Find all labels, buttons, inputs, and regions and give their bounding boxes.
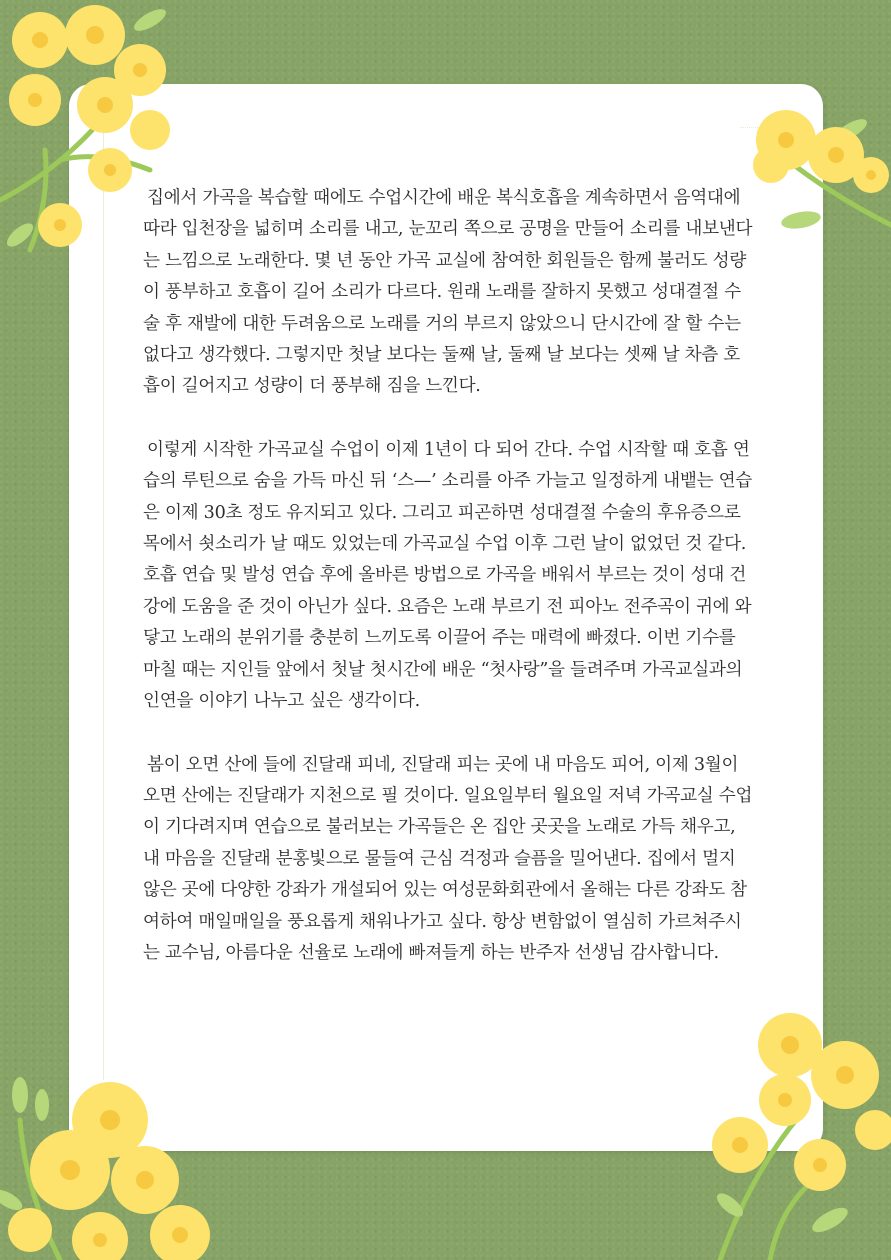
paragraph-1: 집에서 가곡을 복습할 때에도 수업시간에 배운 복식호흡을 계속하면서 음역대에 따라 입천장을 넓히며 소리를 내고, 눈꼬리 쪽으로 공명을 만들어 소리를 내보낸다는 느낌으로 노래한다. 몇 년 동안 가곡 교실에 참여한 회원들은 함께 불러도 성량이 풍부하고 호흡이 길어 소리가 다르다. 원래 노래를 잘하지 못했고 성대결절 수술 후 재발에 대한 두려움으로 노래를 거의 부르지 않았으니 단시간에 잘 할 수는 없다고 생각했다. 그렇지만 첫날 보다는 둘째 날, 둘째 날 보다는 셋째 날 차츰 호흡이 길어지고 성량이 더 풍부해 짐을 느낀다. xyxy=(143,188,753,397)
flower-decoration-bottom-right xyxy=(680,1005,891,1260)
essay-body xyxy=(143,183,753,1001)
flower-decoration-top-left xyxy=(0,0,200,270)
flower-decoration-bottom-left xyxy=(0,1060,240,1260)
frame-line xyxy=(103,130,104,1080)
paragraph-2: 이렇게 시작한 가곡교실 수업이 이제 1년이 다 되어 간다. 수업 시작할 때 호흡 연습의 루틴으로 숨을 가득 마신 뒤 ‘스—’ 소리를 아주 가늘고 일정하게 내뱉는 연습은 이제 30초 정도 유지되고 있다. 그리고 피곤하면 성대결절 수술의 후유증으로 목에서 쇳소리가 날 때도 있었는데 가곡교실 수업 이후 그런 날이 없었던 것 같다. 호흡 연습 및 발성 연습 후에 올바른 방법으로 가곡을 배워서 부르는 것이 성대 건강에 도움을 준 것이 아닌가 싶다. 요즘은 노래 부르기 전 피아노 전주곡이 귀에 와 닿고 노래의 분위기를 충분히 느끼도록 이끌어 주는 매력에 빠졌다. 이번 기수를 마칠 때는 지인들 앞에서 첫날 첫시간에 배운 “첫사랑”을 들려주며 가곡교실과의 인연을 이야기 나누고 싶은 생각이다. xyxy=(143,439,752,712)
flower-decoration-top-right xyxy=(741,95,891,255)
paragraph-3: 봄이 오면 산에 들에 진달래 피네, 진달래 피는 곳에 내 마음도 피어, 이제 3월이 오면 산에는 진달래가 지천으로 필 것이다. 일요일부터 월요일 저녁 가곡교실 수업이 기다려지며 연습으로 불러보는 가곡들은 온 집안 곳곳을 노래로 가득 채우고, 내 마음을 진달래 분홍빛으로 물들여 근심 걱정과 슬픔을 밀어낸다. 집에서 멀지 않은 곳에 다양한 강좌가 개설되어 있는 여성문화회관에서 올해는 다른 강좌도 참여하여 매일매일을 풍요롭게 채워나가고 싶다. 항상 변함없이 열심히 가르쳐주시는 교수님, 아름다운 선율로 노래에 빠져들게 하는 반주자 선생님 감사합니다. xyxy=(143,754,753,963)
